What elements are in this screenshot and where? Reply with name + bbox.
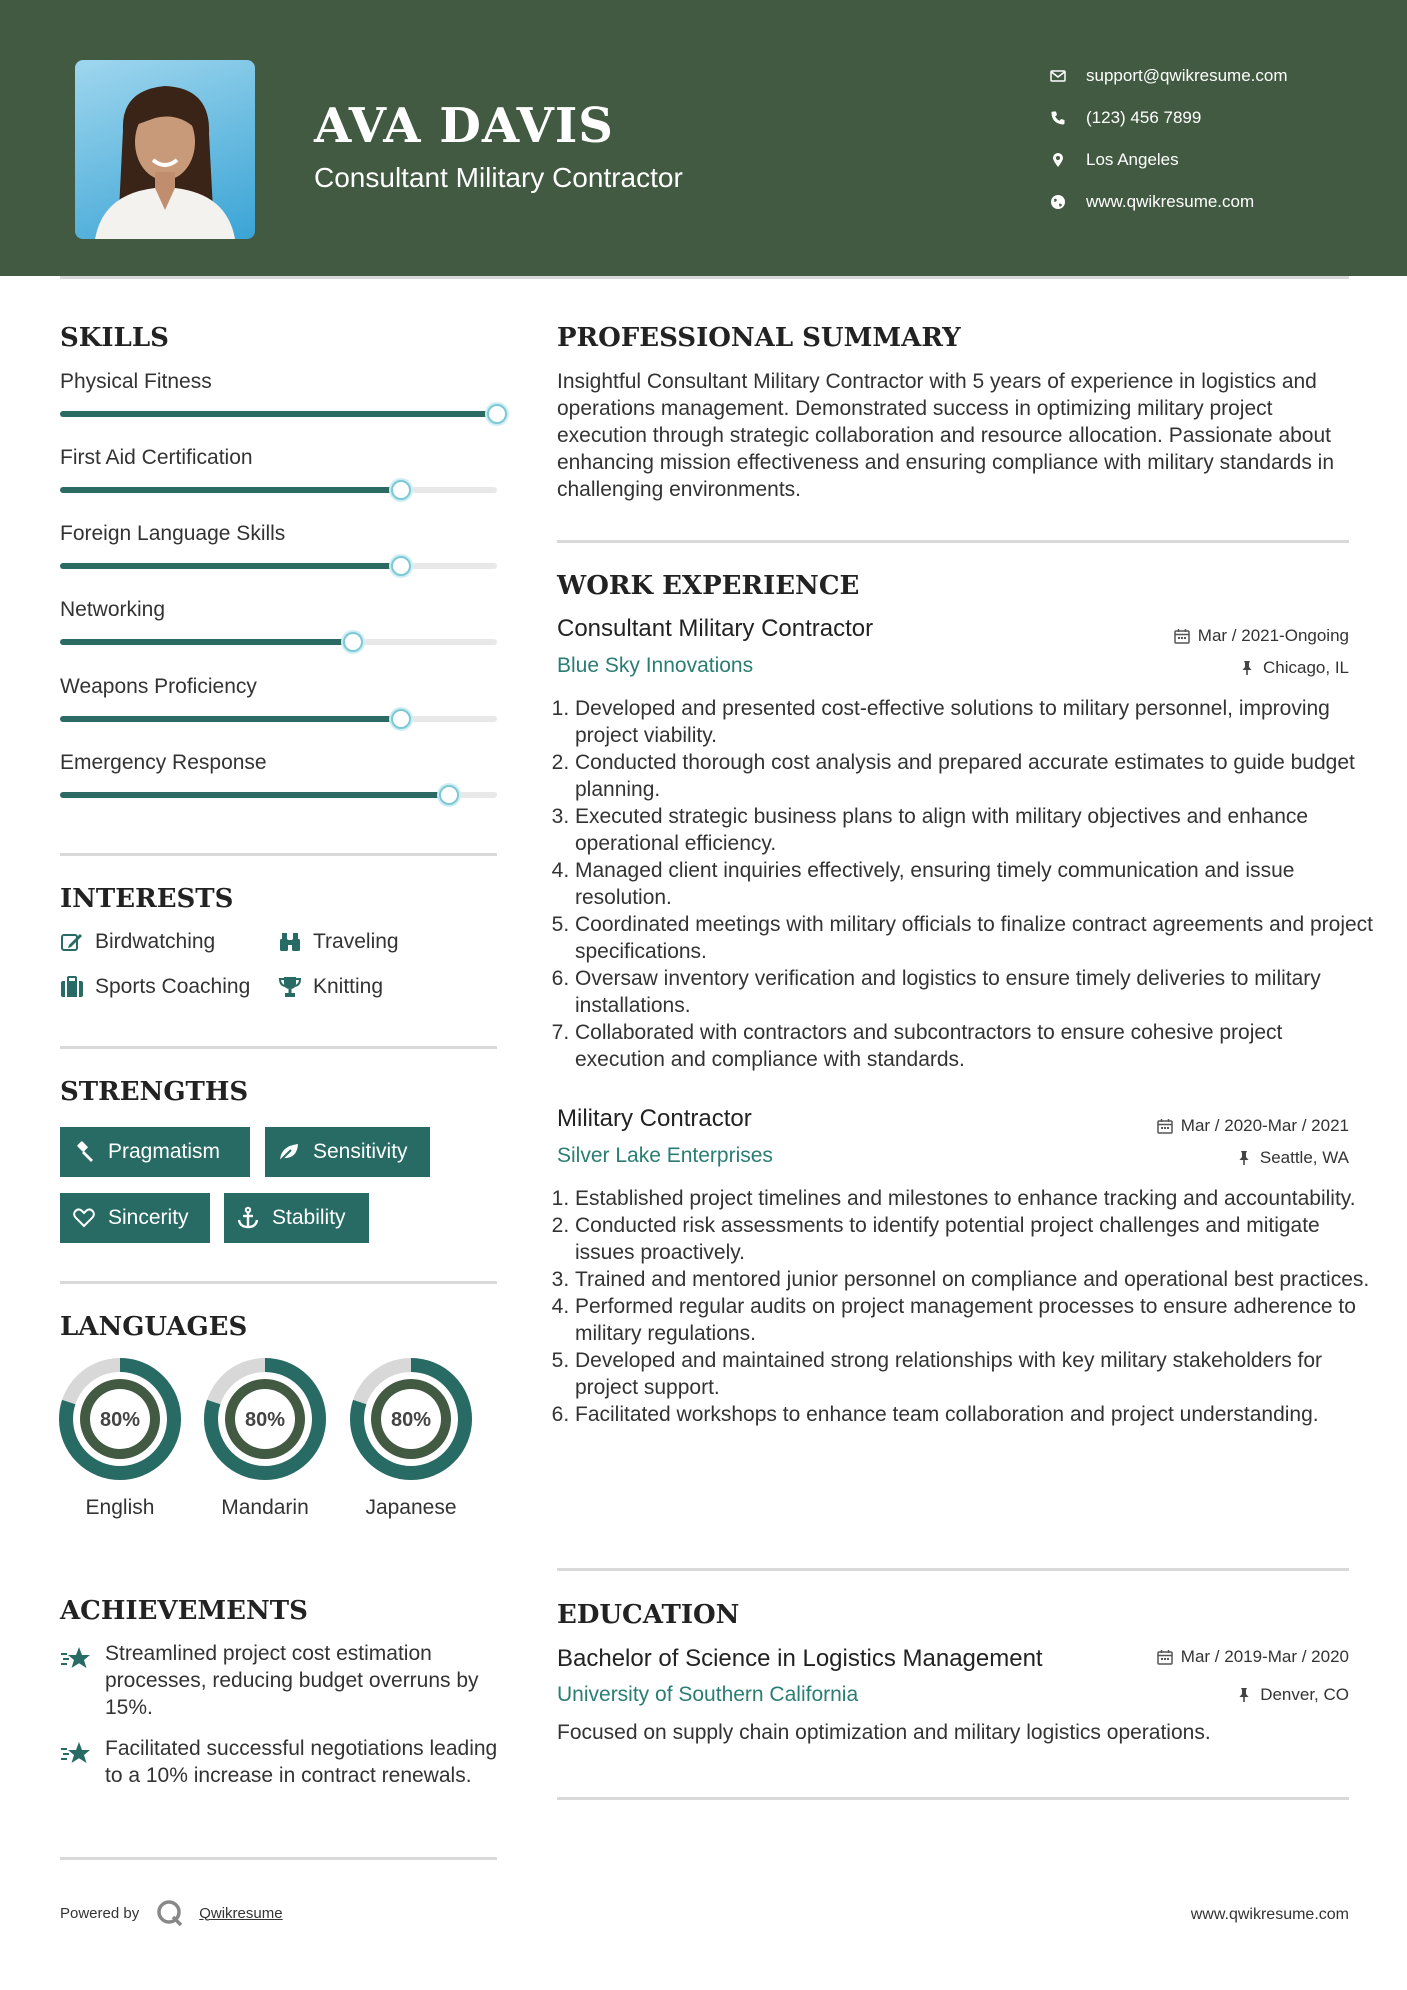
job-bullet: 1. Developed and presented cost-effective solutions to military personnel, improving project viability.	[575, 695, 1375, 749]
qwikresume-link[interactable]: Qwikresume	[199, 1904, 283, 1922]
job-bullet: 5. Developed and maintained strong relationships with key military stakeholders for project support.	[575, 1347, 1375, 1401]
achievement-text: Facilitated successful negotiations leading to a 10% increase in contract renewals.	[105, 1737, 498, 1787]
skill-level-fill	[60, 639, 353, 645]
skill-track	[60, 639, 497, 645]
header-divider	[60, 276, 1349, 279]
job-dates	[1157, 1116, 1349, 1136]
profile-photo	[75, 60, 255, 239]
trophy-icon	[278, 976, 302, 998]
pushpin-icon	[1236, 1687, 1252, 1703]
job-dates-text: Mar / 2021-Ongoing	[1197, 626, 1349, 645]
language-donut	[349, 1357, 473, 1481]
leaf-icon	[277, 1140, 301, 1164]
skill-item	[60, 598, 497, 674]
strength-label: Sincerity	[108, 1206, 189, 1229]
interest-label: Sports Coaching	[95, 975, 251, 998]
contact-location-text: Los Angeles	[1086, 150, 1179, 169]
job-bullet: 4. Managed client inquiries effectively, ensuring timely communication and issue resolution.	[575, 857, 1375, 911]
skills-heading: SKILLS	[60, 323, 169, 353]
interest-label: Knitting	[313, 975, 384, 998]
job-role: Military Contractor	[557, 1105, 752, 1132]
binoculars-icon	[278, 931, 302, 953]
strengths-divider	[60, 1281, 497, 1284]
skill-level-knob	[391, 480, 411, 500]
heart-icon	[72, 1206, 96, 1230]
job-bullet: 6. Facilitated workshops to enhance team collaboration and project understanding.	[575, 1401, 1375, 1428]
contact-phone[interactable]	[1050, 97, 1288, 139]
calendar-icon	[1174, 628, 1190, 644]
languages-heading: LANGUAGES	[60, 1312, 248, 1342]
education-divider	[557, 1797, 1349, 1800]
job-bullet: 2. Conducted risk assessments to identify potential project challenges and mitigate issues proactively.	[575, 1212, 1375, 1266]
education-description: Focused on supply chain optimization and military logistics operations.	[557, 1721, 1211, 1744]
skill-level-fill	[60, 411, 497, 417]
interests-divider	[60, 1046, 497, 1049]
summary-heading: PROFESSIONAL SUMMARY	[557, 323, 961, 353]
globe-icon	[1050, 194, 1066, 210]
language-label: Japanese	[365, 1496, 457, 1519]
language-item	[58, 1357, 182, 1520]
strength-badge	[224, 1193, 369, 1243]
interest-item	[278, 930, 399, 954]
strength-badge	[60, 1127, 250, 1177]
language-item	[203, 1357, 327, 1520]
job-bullet: 5. Coordinated meetings with military officials to finalize contract agreements and project specifications.	[575, 911, 1375, 965]
education-location	[1236, 1685, 1349, 1705]
contact-website-text: www.qwikresume.com	[1086, 192, 1255, 211]
strength-badge	[265, 1127, 430, 1177]
skill-label: First Aid Certification	[60, 446, 253, 469]
skill-item	[60, 751, 497, 827]
achievement-text: Streamlined project cost estimation processes, reducing budget overruns by 15%.	[105, 1642, 479, 1719]
skill-track	[60, 792, 497, 798]
contact-email-text: support@qwikresume.com	[1086, 66, 1288, 85]
summary-divider	[557, 540, 1349, 543]
job-dates-text: Mar / 2020-Mar / 2021	[1180, 1116, 1349, 1135]
job-bullet: 3. Trained and mentored junior personnel on compliance and operational best practices.	[575, 1266, 1375, 1293]
gavel-icon	[72, 1140, 96, 1164]
company-name: Blue Sky Innovations	[557, 654, 754, 677]
skill-label: Physical Fitness	[60, 370, 212, 393]
briefcase-icon	[60, 976, 84, 998]
achievements-heading: ACHIEVEMENTS	[60, 1596, 308, 1626]
skill-label: Networking	[60, 598, 166, 621]
achievement-item	[60, 1735, 500, 1789]
pushpin-icon	[1236, 1150, 1252, 1166]
skill-item	[60, 522, 497, 598]
job-location-text: Chicago, IL	[1263, 658, 1349, 677]
skill-level-knob	[343, 632, 363, 652]
contact-website[interactable]	[1050, 181, 1288, 223]
language-label: Mandarin	[221, 1496, 309, 1519]
interests-heading: INTERESTS	[60, 884, 234, 914]
job-bullet: 1. Established project timelines and milestones to enhance tracking and accountability.	[575, 1185, 1375, 1212]
language-donut	[203, 1357, 327, 1481]
interest-label: Birdwatching	[95, 930, 216, 953]
education-heading: EDUCATION	[557, 1600, 740, 1630]
map-pin-icon	[1050, 152, 1066, 168]
achievement-item	[60, 1640, 500, 1721]
skill-level-fill	[60, 792, 449, 798]
candidate-name: AVA DAVIS	[314, 98, 614, 154]
education-dates	[1157, 1647, 1349, 1667]
skill-track	[60, 487, 497, 493]
strength-label: Stability	[272, 1206, 346, 1229]
strength-label: Sensitivity	[313, 1140, 408, 1163]
contact-location	[1050, 139, 1288, 181]
skill-track	[60, 563, 497, 569]
skill-level-fill	[60, 563, 401, 569]
contact-list	[1050, 55, 1288, 223]
school-name: University of Southern California	[557, 1683, 859, 1706]
skill-item	[60, 675, 497, 751]
language-item	[349, 1357, 473, 1520]
powered-by-text: Powered by	[60, 1904, 140, 1922]
calendar-icon	[1157, 1649, 1173, 1665]
envelope-icon	[1050, 68, 1066, 84]
skill-level-fill	[60, 716, 401, 722]
job-location	[1239, 658, 1349, 678]
qwikresume-logo-icon	[155, 1898, 185, 1928]
phone-icon	[1050, 110, 1066, 126]
candidate-title: Consultant Military Contractor	[314, 162, 683, 193]
strength-label: Pragmatism	[108, 1140, 221, 1163]
job-bullets	[557, 1185, 1375, 1428]
award-star-icon	[60, 1740, 92, 1768]
footer-powered-by	[60, 1898, 283, 1928]
skill-level-knob	[487, 404, 507, 424]
interest-item	[278, 975, 383, 999]
skill-label: Emergency Response	[60, 751, 267, 774]
company-name: Silver Lake Enterprises	[557, 1144, 773, 1167]
achievements-divider	[60, 1857, 497, 1860]
pushpin-icon	[1239, 660, 1255, 676]
skill-level-knob	[391, 709, 411, 729]
summary-text: Insightful Consultant Military Contractor with 5 years of experience in logistics and operations management. Demonstrated success in optimizing military project execution through strategic collaboration and resource allocation. Passionate about enhancing mission effectiveness and ensuring compliance with military standards in challenging environments.	[557, 370, 1335, 501]
job-bullet: 2. Conducted thorough cost analysis and prepared accurate estimates to guide budget planning.	[575, 749, 1375, 803]
skill-level-knob	[391, 556, 411, 576]
job-location-text: Seattle, WA	[1259, 1148, 1349, 1167]
language-percent: 80%	[99, 1409, 141, 1431]
calendar-icon	[1157, 1118, 1173, 1134]
interest-item	[60, 930, 215, 954]
skill-label: Foreign Language Skills	[60, 522, 286, 545]
education-location-text: Denver, CO	[1260, 1685, 1349, 1704]
skill-item	[60, 370, 497, 446]
anchor-icon	[236, 1206, 260, 1230]
job-location	[1236, 1148, 1349, 1168]
job-dates	[1174, 626, 1349, 646]
edit-icon	[60, 931, 84, 953]
education-dates-text: Mar / 2019-Mar / 2020	[1180, 1647, 1349, 1666]
skills-divider	[60, 853, 497, 856]
skill-item	[60, 446, 497, 522]
contact-phone-text: (123) 456 7899	[1086, 108, 1202, 127]
experience-heading: WORK EXPERIENCE	[557, 571, 860, 601]
job-bullet: 6. Oversaw inventory verification and logistics to ensure timely deliveries to military installations.	[575, 965, 1375, 1019]
skill-label: Weapons Proficiency	[60, 675, 257, 698]
skill-level-knob	[439, 785, 459, 805]
experience-divider	[557, 1568, 1349, 1571]
strength-badge	[60, 1193, 210, 1243]
language-percent: 80%	[244, 1409, 286, 1431]
contact-email[interactable]	[1050, 55, 1288, 97]
skill-track	[60, 411, 497, 417]
language-label: English	[85, 1496, 155, 1519]
interest-label: Traveling	[313, 930, 399, 953]
award-star-icon	[60, 1645, 92, 1673]
job-bullet: 4. Performed regular audits on project management processes to ensure adherence to military regulations.	[575, 1293, 1375, 1347]
degree-title: Bachelor of Science in Logistics Management	[557, 1645, 1043, 1672]
language-donut	[58, 1357, 182, 1481]
interest-item	[60, 975, 250, 999]
job-bullets	[557, 695, 1375, 1073]
footer-website[interactable]: www.qwikresume.com	[1190, 1906, 1349, 1923]
skill-track	[60, 716, 497, 722]
job-bullet: 3. Executed strategic business plans to align with military objectives and enhance operational efficiency.	[575, 803, 1375, 857]
job-role: Consultant Military Contractor	[557, 615, 874, 642]
skill-level-fill	[60, 487, 401, 493]
header-banner	[0, 0, 1407, 276]
job-bullet: 7. Collaborated with contractors and subcontractors to ensure cohesive project execution and compliance with standards.	[575, 1019, 1375, 1073]
strengths-heading: STRENGTHS	[60, 1077, 249, 1107]
language-percent: 80%	[390, 1409, 432, 1431]
